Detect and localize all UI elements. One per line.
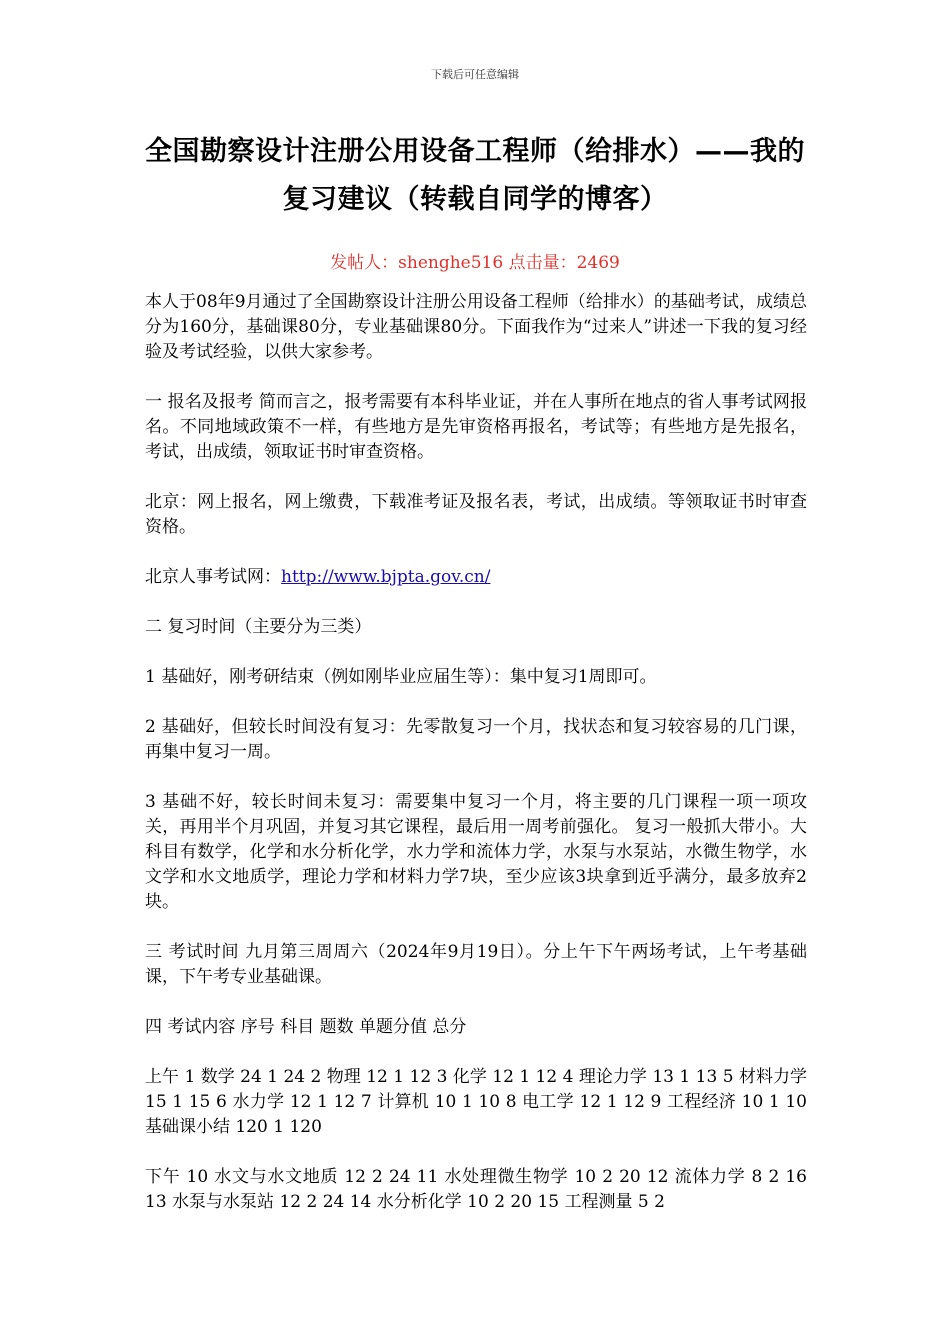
article-body [145, 290, 807, 1240]
paragraph-registration: 一 报名及报考 简而言之，报考需要有本科毕业证，并在人事所在地点的省人事考试网报名。不同地域政策不一样，有些地方是先审资格再报名，考试等；有些地方是先报名，考试，出成绩，领取证书时审查资格。 [145, 392, 807, 462]
beijing-site-link[interactable]: http://www.bjpta.gov.cn/ [281, 567, 491, 587]
header-note: 下载后可任意编辑 [431, 68, 519, 81]
beijing-site-label: 北京人事考试网： [145, 567, 281, 587]
paragraph-intro: 本人于08年9月通过了全国勘察设计注册公用设备工程师（给排水）的基础考试，成绩总分为160分，基础课80分，专业基础课80分。下面我作为“过来人”讲述一下我的复习经验及考试经验，以供大家参考。 [145, 292, 807, 362]
paragraph-afternoon-subjects: 下午 10 水文与水文地质 12 2 24 11 水处理微生物学 10 2 20 12 流体力学 8 2 16 13 水泵与水泵站 12 2 24 14 水分析化学 10 2 20 15 工程测量 5 2 [145, 1167, 807, 1212]
post-byline: 发帖人：shenghe516 点击量：2469 [330, 253, 620, 273]
section-exam-content: 四 考试内容 序号 科目 题数 单题分值 总分 [145, 1017, 467, 1037]
paragraph-review-case-1: 1 基础好，刚考研结束（例如刚毕业应届生等）：集中复习1周即可。 [145, 667, 657, 687]
paragraph-review-case-3: 3 基础不好，较长时间未复习：需要集中复习一个月，将主要的几门课程一项一项攻关，再用半个月巩固，并复习其它课程，最后用一周考前强化。 复习一般抓大带小。大科目有数学，化学和水分析化学，水力学和流体力学，水泵与水泵站，水微生物学，水文学和水文地质学，理论力学和材料力学7块，至少应该3块拿到近乎满分，最多放弃2块。 [145, 792, 807, 912]
paragraph-review-case-2: 2 基础好，但较长时间没有复习：先零散复习一个月，找状态和复习较容易的几门课，再集中复习一周。 [145, 717, 807, 762]
paragraph-morning-subjects: 上午 1 数学 24 1 24 2 物理 12 1 12 3 化学 12 1 12 4 理论力学 13 1 13 5 材料力学 15 1 15 6 水力学 12 1 12 7 计算机 10 1 10 8 电工学 12 1 12 9 工程经济 10 1 10 基础课小结 120 1 120 [145, 1067, 807, 1137]
paragraph-beijing-site [145, 565, 807, 590]
paragraph-beijing: 北京：网上报名，网上缴费，下载准考证及报名表，考试，出成绩。等领取证书时审查资格。 [145, 492, 807, 537]
section-review-time: 二 复习时间（主要分为三类） [145, 617, 372, 637]
page-title: 全国勘察设计注册公用设备工程师（给排水）——我的复习建议（转载自同学的博客） [145, 136, 805, 215]
paragraph-exam-time: 三 考试时间 九月第三周周六（2024年9月19日）。分上午下午两场考试，上午考基础课，下午考专业基础课。 [145, 942, 807, 987]
